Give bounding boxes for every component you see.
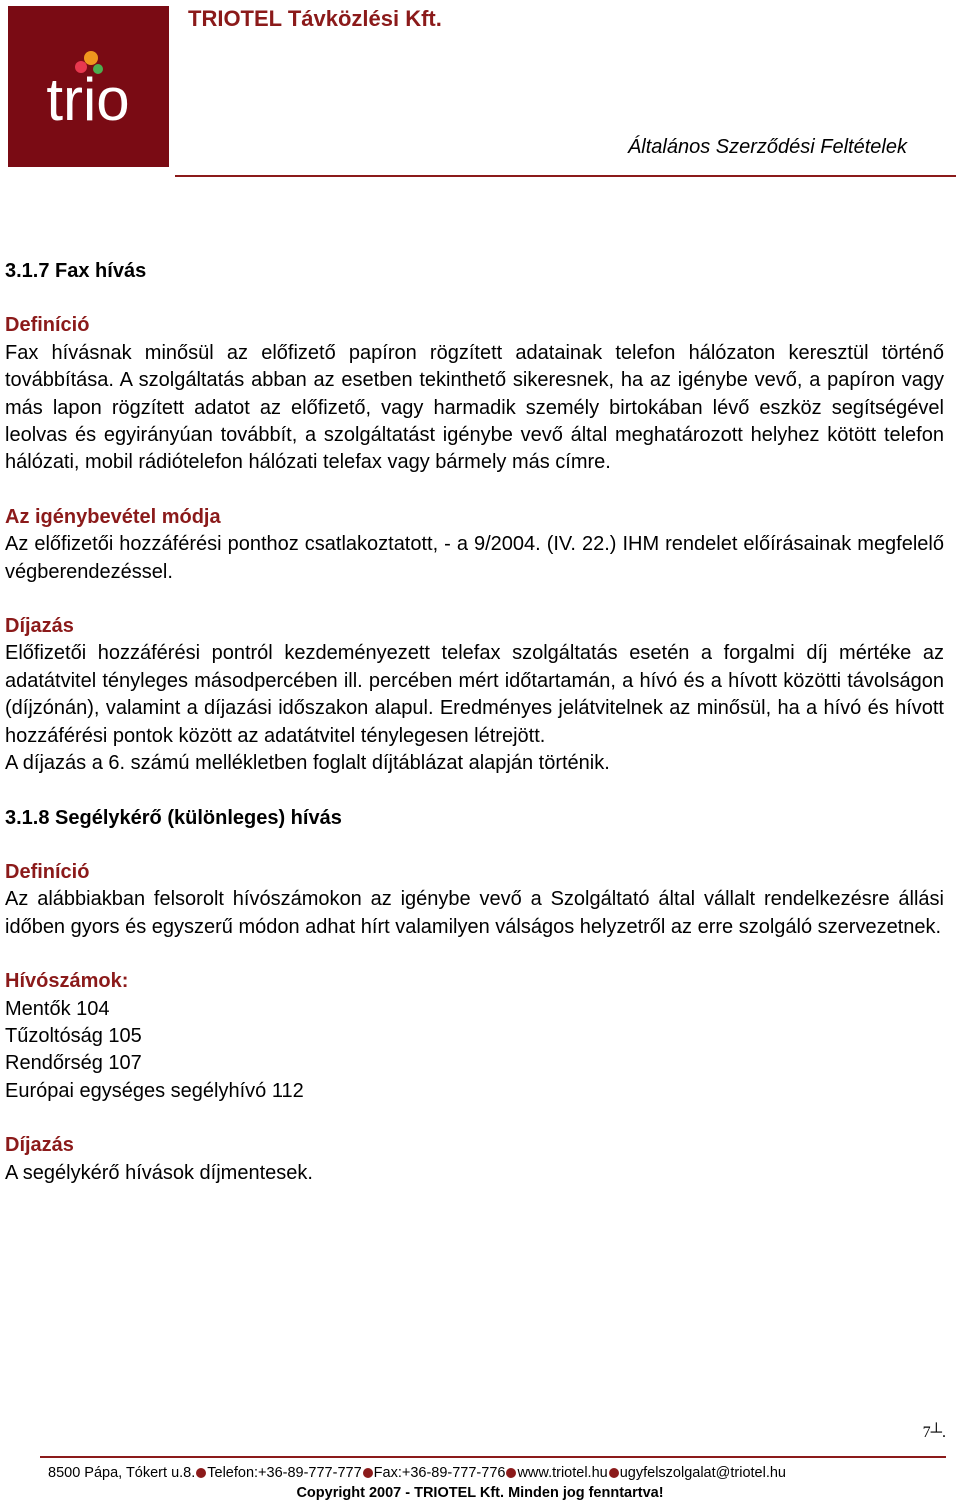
copyright-notice: Copyright 2007 - TRIOTEL Kft. Minden jog fenntartva! — [296, 1485, 664, 1501]
footer-website: www.triotel.hu — [517, 1465, 608, 1481]
fax-usage-text: Az előfizetői hozzáférési ponthoz csatlakoztatott, - a 9/2004. (IV. 22.) IHM rendelet előírásainak megfelelő végberendezéssel. — [5, 533, 944, 583]
header-divider — [175, 175, 956, 177]
bullet-dot-icon — [196, 1468, 206, 1478]
fax-pricing-label: Díjazás — [5, 615, 74, 638]
bullet-dot-icon — [363, 1468, 373, 1478]
fax-pricing-text: Előfizetői hozzáférési pontról kezdeményezett telefax szolgáltatás esetén a forgalmi díj mértéke az adatátvitel tényleges másodpercében ill. percében mért időtartamán, a hívó és a hívott közötti távolságon (díjzónán), valamint a díjazási időszakon alapul. Eredményes jelátvitelnek az minősül, ha a hívó és hívott hozzáférési pontok között az adatátvitel ténylegesen létrejött. — [5, 642, 944, 747]
document-title: Általános Szerződési Feltételek — [627, 136, 907, 158]
document-body — [5, 258, 944, 1187]
trio-logo — [8, 6, 169, 167]
footer-divider — [40, 1456, 946, 1458]
section-heading-emergency: 3.1.8 Segélykérő (különleges) hívás — [5, 806, 342, 829]
fax-usage-label: Az igénybevétel módja — [5, 505, 221, 528]
company-name: TRIOTEL Távközlési Kft. — [188, 6, 442, 31]
emergency-definition-label: Definíció — [5, 860, 90, 883]
emergency-pricing-text: A segélykérő hívások díjmentesek. — [5, 1161, 313, 1184]
bullet-dot-icon — [506, 1468, 516, 1478]
emergency-numbers-label: Hívószámok: — [5, 970, 129, 993]
emergency-number-item: Rendőrség 107 — [5, 1052, 142, 1075]
footer-contacts — [48, 1465, 958, 1481]
fax-pricing-text-2: A díjazás a 6. számú mellékletben foglalt díjtáblázat alapján történik. — [5, 752, 610, 775]
bullet-dot-icon — [609, 1468, 619, 1478]
emergency-number-item: Európai egységes segélyhívó 112 — [5, 1079, 304, 1102]
logo-wordmark: trio — [46, 66, 130, 133]
section-heading-fax: 3.1.7 Fax hívás — [5, 260, 147, 282]
emergency-pricing-label: Díjazás — [5, 1134, 74, 1157]
footer-email: ugyfelszolgalat@triotel.hu — [619, 1465, 786, 1481]
page-number: 7┴. — [922, 1424, 946, 1441]
logo-dot-orange — [84, 51, 98, 65]
footer-phone: Telefon:+36-89-777-777 — [207, 1465, 362, 1481]
emergency-number-item: Mentők 104 — [5, 997, 110, 1020]
fax-definition-label: Definíció — [5, 314, 90, 337]
emergency-definition-text: Az alábbiakban felsorolt hívószámokon az igénybe vevő a Szolgáltató által vállalt rendelkezésre állási időben gyors és egyszerű módon adhat hírt valamilyen válságos helyzetről az erre szolgáló szervezetnek. — [5, 888, 944, 938]
footer-address: 8500 Pápa, Tókert u.8. — [48, 1465, 196, 1481]
emergency-number-item: Tűzoltóság 105 — [5, 1024, 142, 1047]
trio-logo-mark — [8, 6, 169, 167]
footer-fax: Fax:+36-89-777-776 — [373, 1465, 506, 1481]
fax-definition-text: Fax hívásnak minősül az előfizető papíron rögzített adatainak telefon hálózaton keresztül történő továbbítása. A szolgáltatás abban az esetben tekinthető sikeresnek, ha az igénybe vevő, a papíron vagy más lapon rögzített adatot az előfizető, vagy harmadik személy birtokában lévő eszköz segítségével leolvas és egyirányúan továbbít, a szolgáltatást igénybe vevő által meghatározott helyhez kötött telefon hálózati, mobil rádiótelefon hálózati telefax vagy bármely más címre. — [5, 341, 944, 474]
